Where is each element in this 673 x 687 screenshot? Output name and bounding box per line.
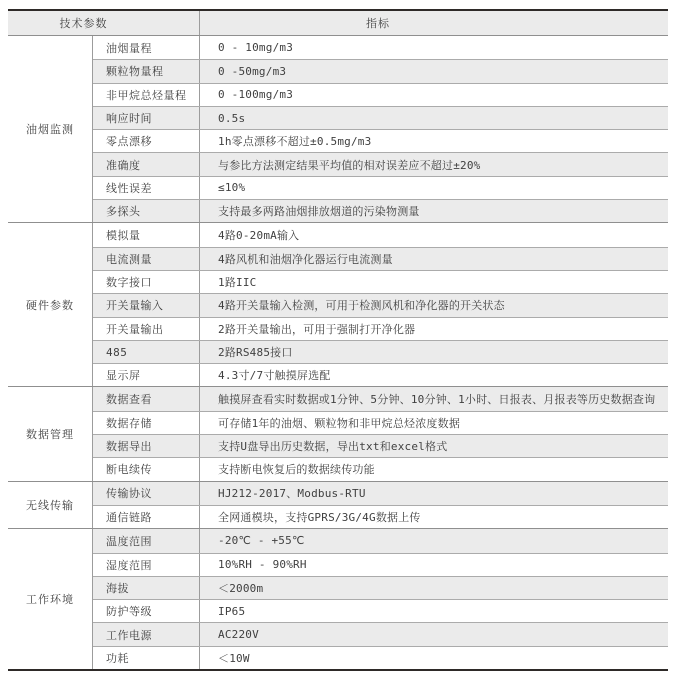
param-cell: 电流测量 — [93, 248, 200, 270]
table-row — [93, 340, 668, 363]
value-cell: 4.3寸/7寸触摸屏选配 — [218, 369, 331, 383]
category-cell: 数据管理 — [8, 387, 93, 480]
param-cell: 数字接口 — [93, 271, 200, 293]
table-row — [93, 247, 668, 270]
table-row — [93, 646, 668, 669]
table-row — [93, 59, 668, 82]
param-cell: 数据查看 — [93, 387, 200, 410]
param-cell: 断电续传 — [93, 458, 200, 480]
param-cell: 线性误差 — [93, 177, 200, 199]
value-cell: 可存储1年的油烟、颗粒物和非甲烷总烃浓度数据 — [218, 416, 461, 430]
param-cell: 湿度范围 — [93, 554, 200, 576]
value-cell: 0 - 10mg/m3 — [218, 41, 294, 55]
value-cell: 4路风机和油烟净化器运行电流测量 — [218, 252, 393, 266]
table-row — [93, 293, 668, 316]
param-cell: 海拔 — [93, 577, 200, 599]
table-row — [93, 129, 668, 152]
param-cell: 准确度 — [93, 153, 200, 175]
table-row — [93, 576, 668, 599]
category-cell: 工作环境 — [8, 529, 93, 669]
param-cell: 485 — [93, 341, 200, 363]
value-cell: 0 -50mg/m3 — [218, 64, 287, 78]
value-cell: ≤10% — [218, 181, 246, 195]
table-row — [93, 199, 668, 222]
param-cell: 开关量输出 — [93, 318, 200, 340]
table-header-row — [8, 11, 668, 35]
table-body — [8, 35, 668, 669]
table-section — [8, 35, 668, 222]
param-cell: 显示屏 — [93, 364, 200, 386]
table-row — [93, 317, 668, 340]
table-row — [93, 387, 668, 410]
section-rows — [93, 36, 668, 222]
param-cell: 功耗 — [93, 647, 200, 669]
section-rows — [93, 529, 668, 669]
table-row — [93, 152, 668, 175]
category-cell: 硬件参数 — [8, 223, 93, 386]
table-section — [8, 386, 668, 480]
param-cell: 传输协议 — [93, 482, 200, 505]
value-cell: 4路开关量输入检测，可用于检测风机和净化器的开关状态 — [218, 299, 505, 313]
category-cell: 油烟监测 — [8, 36, 93, 222]
table-row — [93, 106, 668, 129]
value-cell: 支持断电恢复后的数据续传功能 — [218, 463, 375, 477]
value-cell: 0.5s — [218, 111, 246, 125]
spec-table — [8, 9, 668, 671]
header-tech-params: 技术参数 — [8, 11, 200, 35]
value-cell: AC220V — [218, 628, 259, 642]
table-row — [93, 83, 668, 106]
table-section — [8, 222, 668, 386]
section-rows — [93, 482, 668, 529]
section-rows — [93, 223, 668, 386]
value-cell: 1h零点漂移不超过±0.5mg/m3 — [218, 135, 372, 149]
table-row — [93, 529, 668, 552]
value-cell: 4路0-20mA输入 — [218, 229, 300, 243]
table-row — [93, 482, 668, 505]
table-row — [93, 36, 668, 59]
table-row — [93, 599, 668, 622]
param-cell: 工作电源 — [93, 623, 200, 645]
param-cell: 模拟量 — [93, 223, 200, 246]
section-rows — [93, 387, 668, 480]
value-cell: 支持U盘导出历史数据，导出txt和excel格式 — [218, 440, 448, 454]
value-cell: 2路开关量输出，可用于强制打开净化器 — [218, 322, 416, 336]
param-cell: 数据存储 — [93, 412, 200, 434]
param-cell: 多探头 — [93, 200, 200, 222]
table-row — [93, 505, 668, 528]
table-row — [93, 411, 668, 434]
table-row — [93, 622, 668, 645]
header-indicator: 指标 — [366, 17, 390, 30]
param-cell: 数据导出 — [93, 435, 200, 457]
value-cell: -20℃ - +55℃ — [218, 534, 305, 548]
value-cell: ＜2000m — [218, 581, 264, 595]
value-cell: 支持最多两路油烟排放烟道的污染物测量 — [218, 205, 420, 219]
table-row — [93, 434, 668, 457]
table-row — [93, 223, 668, 246]
value-cell: HJ212-2017、Modbus-RTU — [218, 487, 366, 501]
value-cell: 2路RS485接口 — [218, 346, 293, 359]
value-cell: 全网通模块，支持GPRS/3G/4G数据上传 — [218, 511, 421, 525]
param-cell: 颗粒物量程 — [93, 60, 200, 82]
table-row — [93, 363, 668, 386]
param-cell: 开关量输入 — [93, 294, 200, 316]
value-cell: 1路IIC — [218, 276, 257, 290]
param-cell: 防护等级 — [93, 600, 200, 622]
table-row — [93, 270, 668, 293]
table-section — [8, 528, 668, 669]
table-row — [93, 176, 668, 199]
value-cell: ＜10W — [218, 651, 250, 665]
table-row — [93, 553, 668, 576]
value-cell: IP65 — [218, 604, 246, 618]
param-cell: 零点漂移 — [93, 130, 200, 152]
table-row — [93, 457, 668, 480]
param-cell: 响应时间 — [93, 107, 200, 129]
param-cell: 非甲烷总烃量程 — [93, 84, 200, 106]
value-cell: 10%RH - 90%RH — [218, 558, 307, 572]
value-cell: 与参比方法测定结果平均值的相对误差应不超过±20% — [218, 158, 481, 172]
param-cell: 温度范围 — [93, 529, 200, 552]
category-cell: 无线传输 — [8, 482, 93, 529]
param-cell: 通信链路 — [93, 506, 200, 528]
value-cell: 触摸屏查看实时数据或1分钟、5分钟、10分钟、1小时、日报表、月报表等历史数据查询 — [218, 393, 656, 407]
param-cell: 油烟量程 — [93, 36, 200, 59]
table-section — [8, 481, 668, 529]
value-cell: 0 -100mg/m3 — [218, 88, 294, 102]
